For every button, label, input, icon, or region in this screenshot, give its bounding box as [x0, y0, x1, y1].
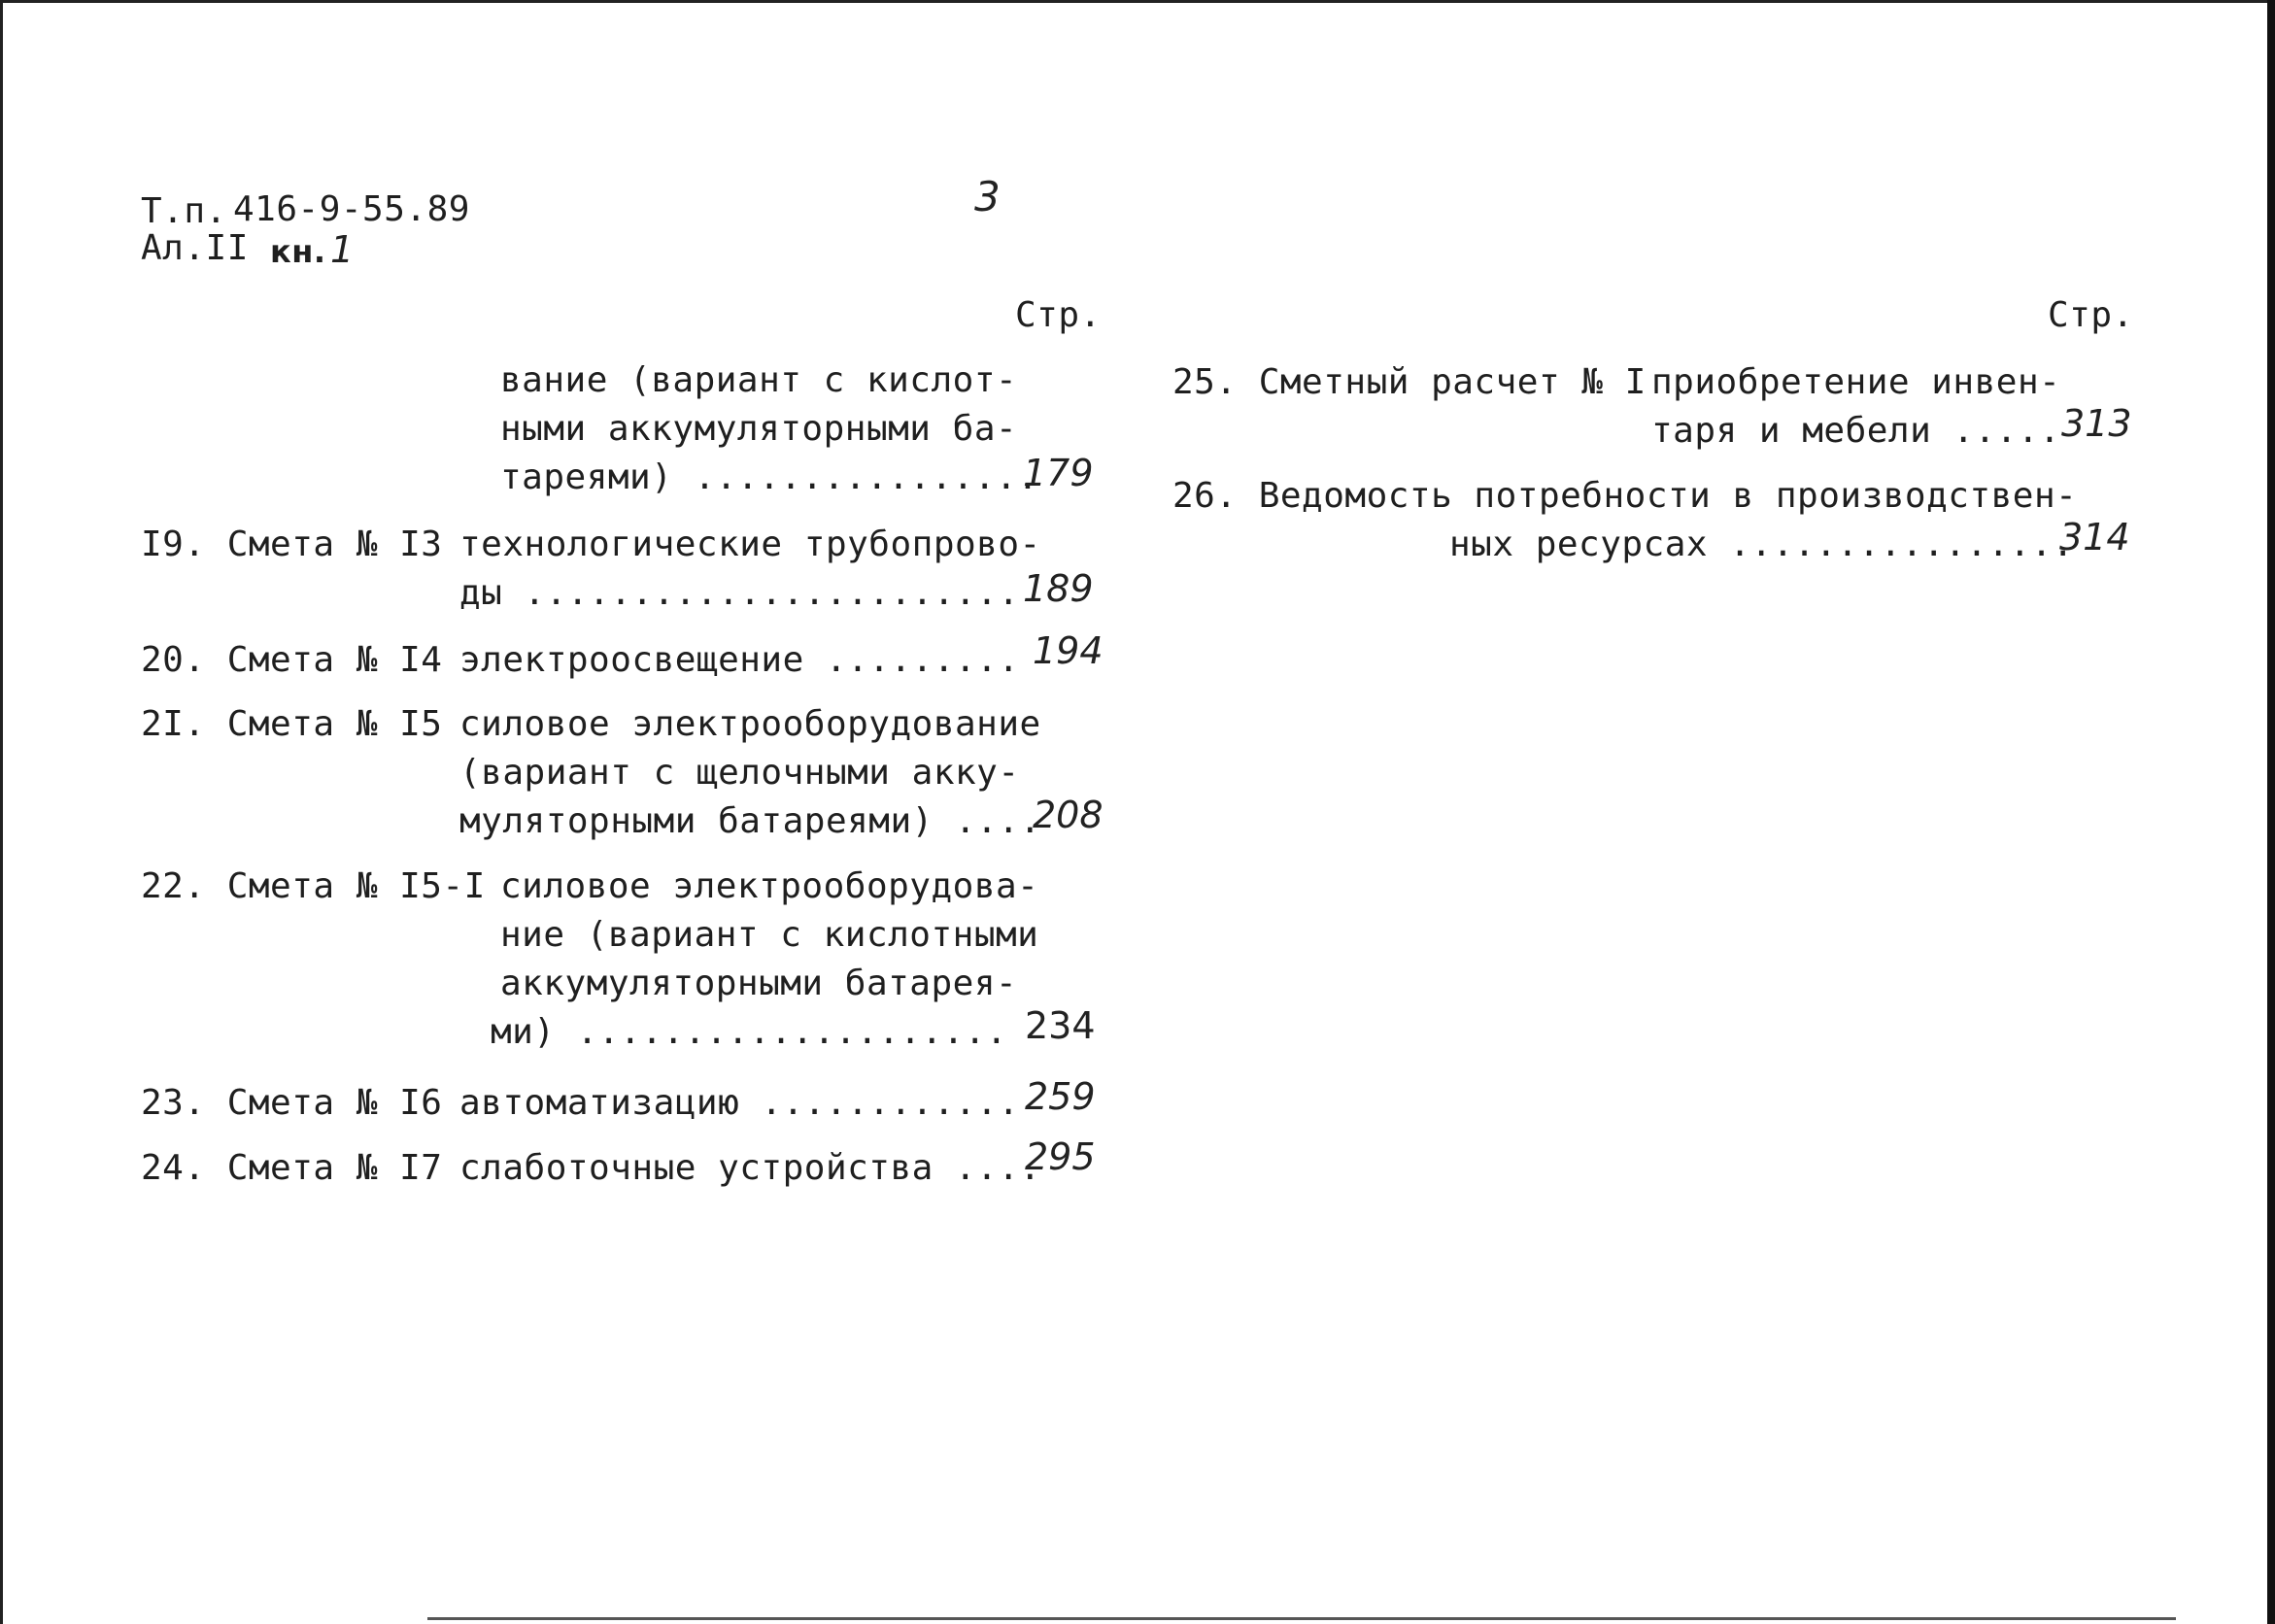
book-label: кн.	[270, 233, 326, 270]
entry-text-line: электроосвещение .........	[459, 640, 1020, 680]
entry-text-line: силовое электрооборудова-	[500, 866, 1039, 906]
entry-text-line: ных ресурсах ................	[1449, 524, 2075, 564]
entry-page-number: 189	[1023, 567, 1094, 610]
entry-page-number: 234	[1025, 1004, 1096, 1047]
page-border-top	[0, 0, 2275, 3]
entry-label: 24. Смета № I7	[141, 1148, 443, 1188]
entry-label: 25. Сметный расчет № I	[1172, 362, 1647, 402]
entry-text-line: (вариант с щелочными акку-	[459, 753, 1020, 793]
entry-text-line: таря и мебели .....	[1651, 411, 2061, 451]
entry-text-line: 26. Ведомость потребности в производствен-	[1172, 476, 2078, 516]
page-column-header-left: Стр.	[1015, 295, 1102, 335]
entry-label: 23. Смета № I6	[141, 1083, 443, 1123]
project-code-number: 416-9-55.89	[233, 189, 470, 229]
page-column-header-right: Стр.	[2048, 295, 2134, 335]
entry-text-line: ние (вариант с кислотными	[500, 915, 1039, 955]
entry-text-line: ды .......................	[459, 573, 1020, 613]
entry-text-line: технологические трубопрово-	[459, 524, 1041, 564]
entry-text-line: муляторными батареями) ....	[459, 801, 1041, 841]
page-border-bottom	[427, 1617, 2176, 1620]
album-label: Ал.II	[141, 228, 249, 268]
entry-page-number: 208	[1033, 794, 1104, 836]
entry-text-line: ными аккумуляторными ба-	[500, 409, 1018, 449]
entry-label: I9. Смета № I3	[141, 524, 443, 564]
entry-text-line: тареями) ................	[500, 457, 1039, 497]
entry-text-line: слаботочные устройства ....	[459, 1148, 1041, 1188]
book-number: 1	[330, 228, 355, 271]
entry-text-line: ми) ....................	[491, 1012, 1008, 1052]
entry-page-number: 295	[1025, 1135, 1096, 1178]
page-number: 3	[974, 173, 1001, 220]
entry-page-number: 194	[1033, 629, 1104, 672]
project-code-prefix: Т.п.	[141, 191, 227, 231]
entry-label: 2I. Смета № I5	[141, 704, 443, 744]
entry-text-line: вание (вариант с кислот-	[500, 360, 1018, 400]
entry-text-line: силовое электрооборудование	[459, 704, 1041, 744]
entry-text-line: приобретение инвен-	[1651, 362, 2061, 402]
entry-page-number: 313	[2061, 402, 2132, 445]
entry-text-line: автоматизацию ............	[459, 1083, 1020, 1123]
page-border-left	[0, 0, 3, 1624]
entry-page-number: 179	[1023, 452, 1094, 494]
entry-page-number: 259	[1025, 1075, 1096, 1118]
entry-text-line: аккумуляторными батарея-	[500, 964, 1018, 1003]
page-border-right	[2267, 0, 2275, 1624]
entry-page-number: 314	[2059, 516, 2130, 558]
entry-label: 20. Смета № I4	[141, 640, 443, 680]
entry-label: 22. Смета № I5-I	[141, 866, 486, 906]
